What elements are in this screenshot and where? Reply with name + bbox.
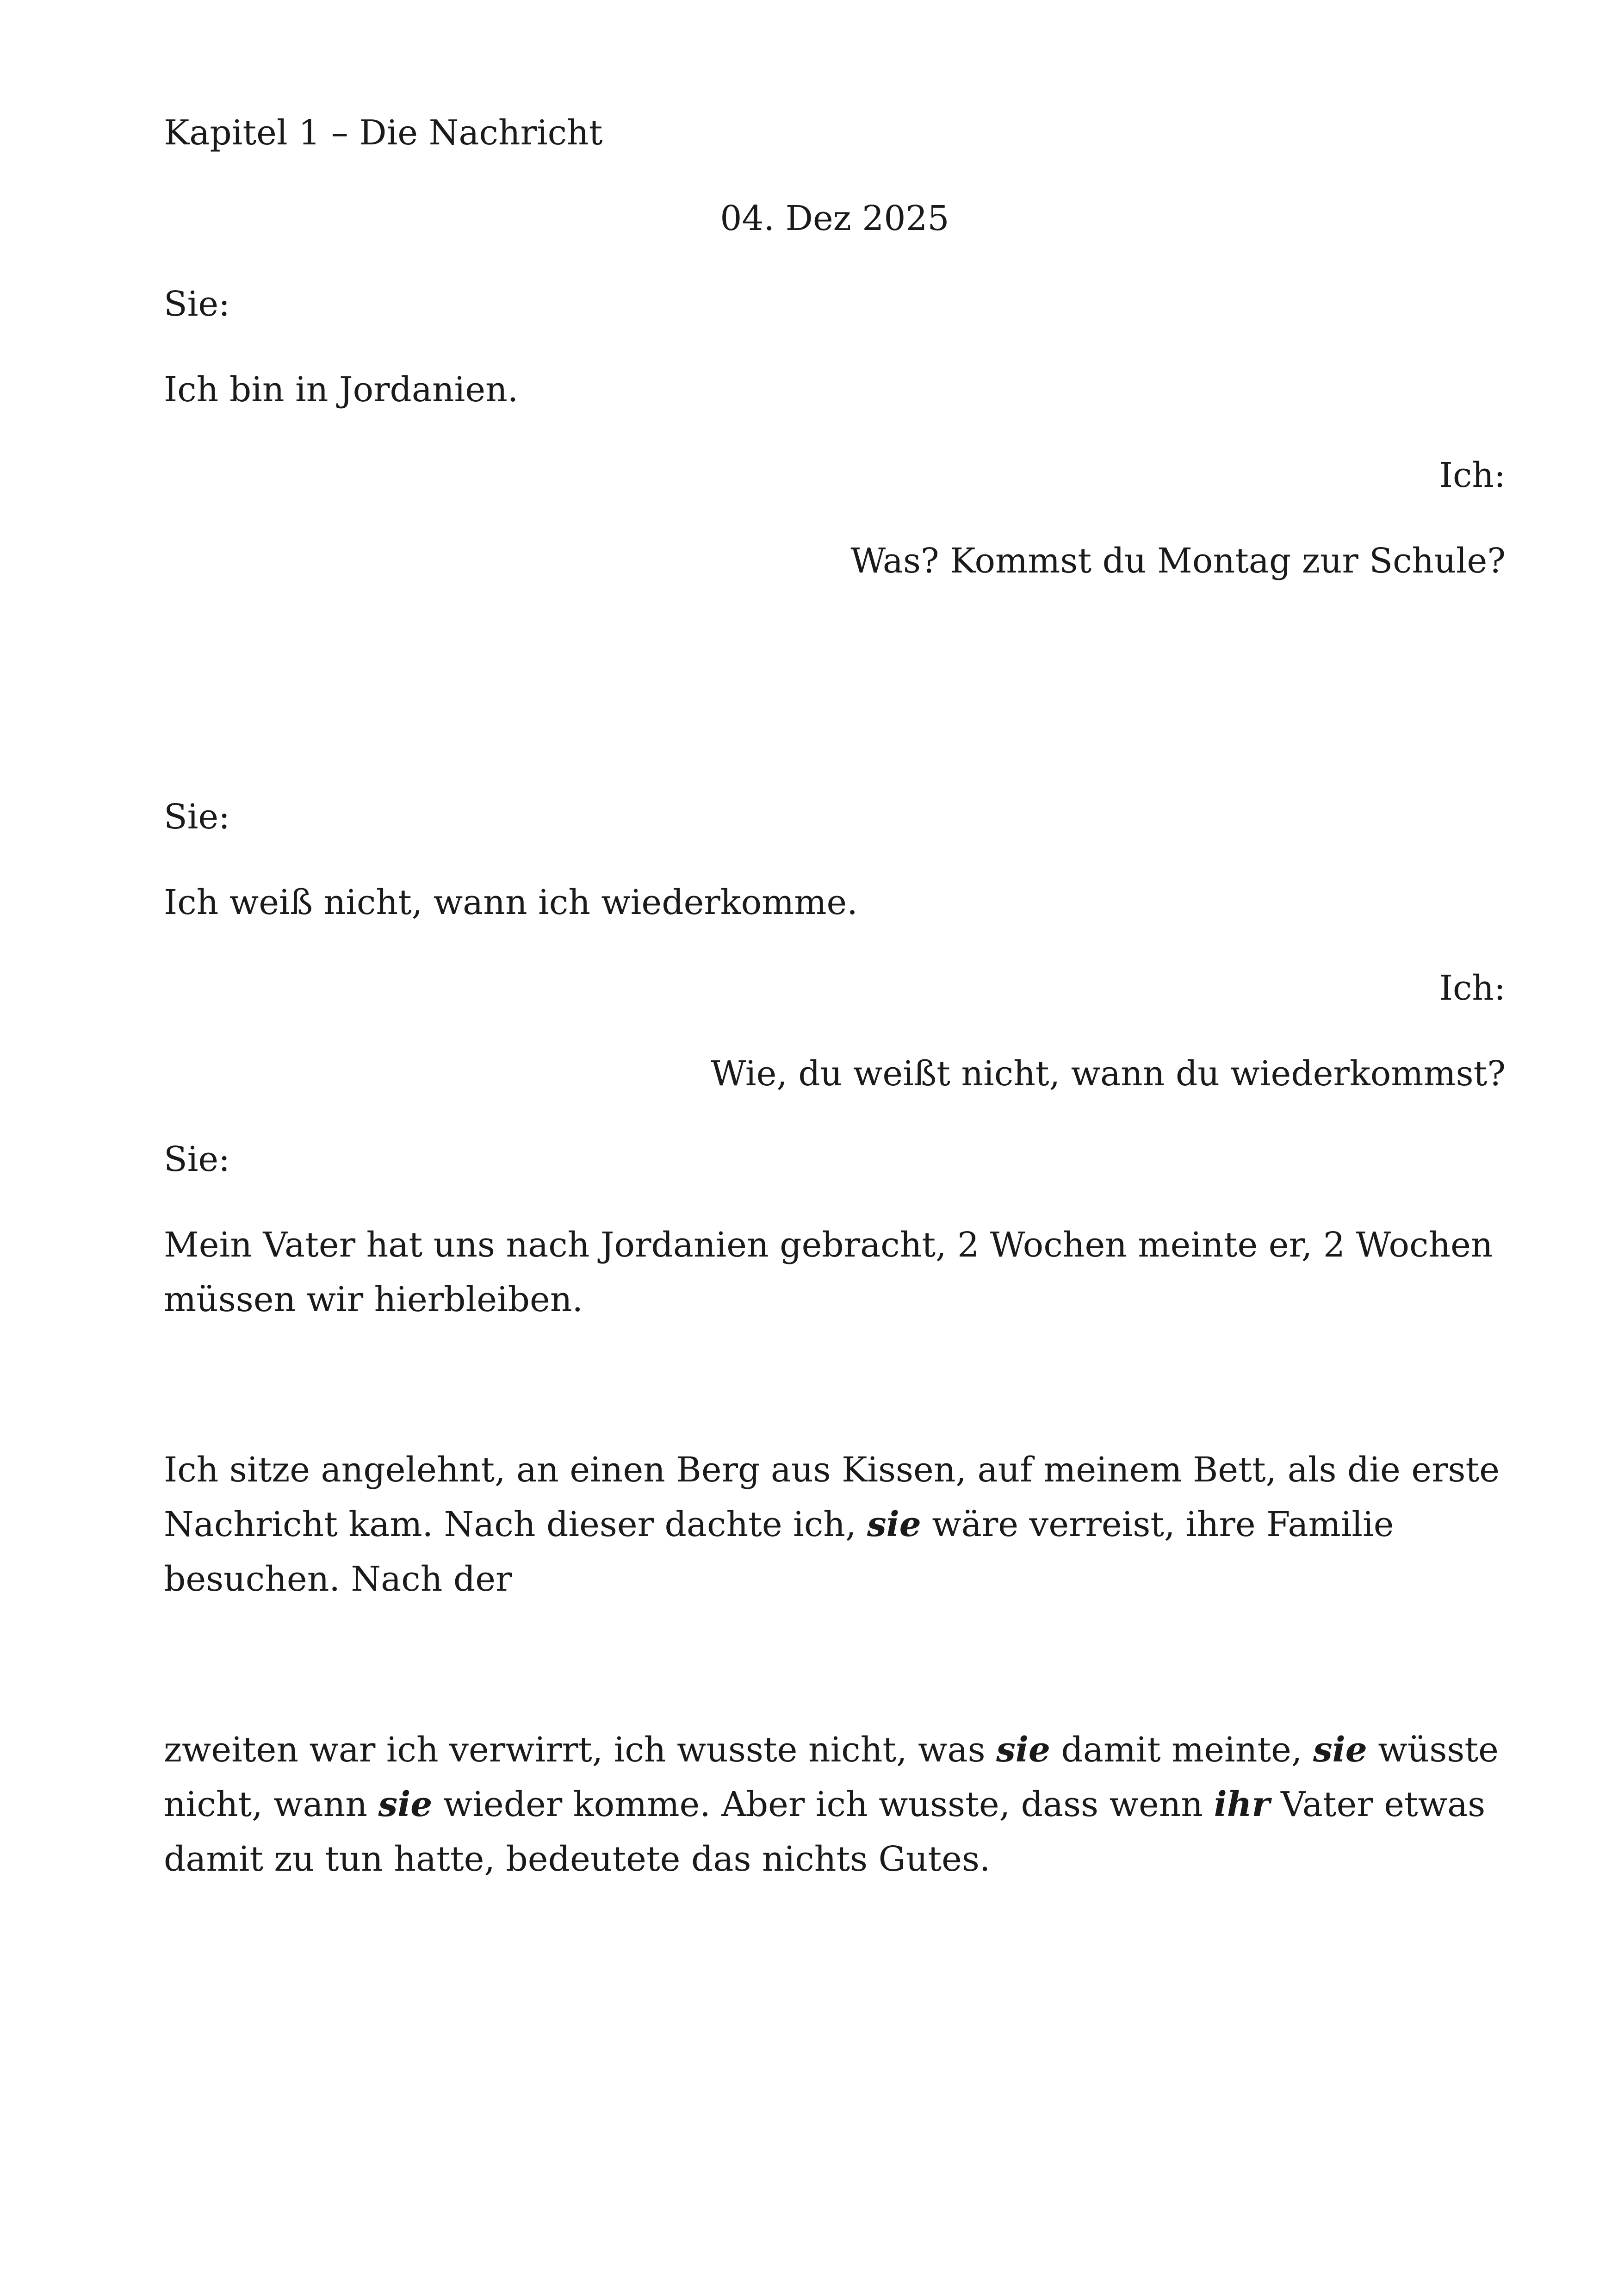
emphasized-word: sie [996,1730,1050,1770]
speaker-label-sie: Sie: [164,1139,230,1179]
message-sie: Ich weiß nicht, wann ich wiederkomme. [164,883,858,922]
message-ich: Wie, du weißt nicht, wann du wiederkommst? [711,1054,1506,1094]
narration-line [164,1497,1515,1552]
narration-paragraph-2 [164,1723,1515,1886]
message-sie: Ich bin in Jordanien. [164,370,519,410]
narration-text: wieder komme. Aber ich wusste, dass wenn [443,1785,1203,1824]
speaker-label-sie: Sie: [164,797,230,837]
message-line: müssen wir hierbleiben. [164,1280,583,1319]
chapter-title: Kapitel 1 – Die Nachricht [164,113,603,153]
narration-text: zweiten war ich verwirrt, ich wusste nicht, was [164,1730,986,1770]
narration-line: besuchen. Nach der [164,1559,512,1599]
narration-text: damit meinte, [1061,1730,1302,1770]
narration-line: damit zu tun hatte, bedeutete das nichts Gutes. [164,1839,991,1879]
message-sie-multiline [164,1218,1515,1327]
emphasized-word: sie [1313,1730,1367,1770]
narration-text: wäre verreist, ihre Familie [932,1505,1394,1544]
emphasized-word: sie [378,1785,433,1824]
narration-text: Vater etwas [1281,1785,1486,1824]
narration-line: Ich sitze angelehnt, an einen Berg aus Kissen, auf meinem Bett, als die erste [164,1450,1500,1490]
narration-line [164,1723,1515,1777]
message-ich: Was? Kommst du Montag zur Schule? [850,541,1506,581]
speaker-label-ich: Ich: [1439,455,1506,495]
narration-paragraph-1 [164,1443,1515,1606]
emphasized-word: ihr [1214,1785,1270,1824]
narration-line [164,1777,1515,1832]
narration-text: wüsste [1378,1730,1499,1770]
speaker-label-ich: Ich: [1439,968,1506,1008]
narration-text: Nachricht kam. Nach dieser dachte ich, [164,1505,856,1544]
narration-text: nicht, wann [164,1785,367,1824]
message-line: Mein Vater hat uns nach Jordanien gebracht, 2 Wochen meinte er, 2 Wochen [164,1225,1493,1265]
emphasized-word: sie [867,1505,921,1544]
speaker-label-sie: Sie: [164,284,230,324]
date-line: 04. Dez 2025 [720,199,949,238]
